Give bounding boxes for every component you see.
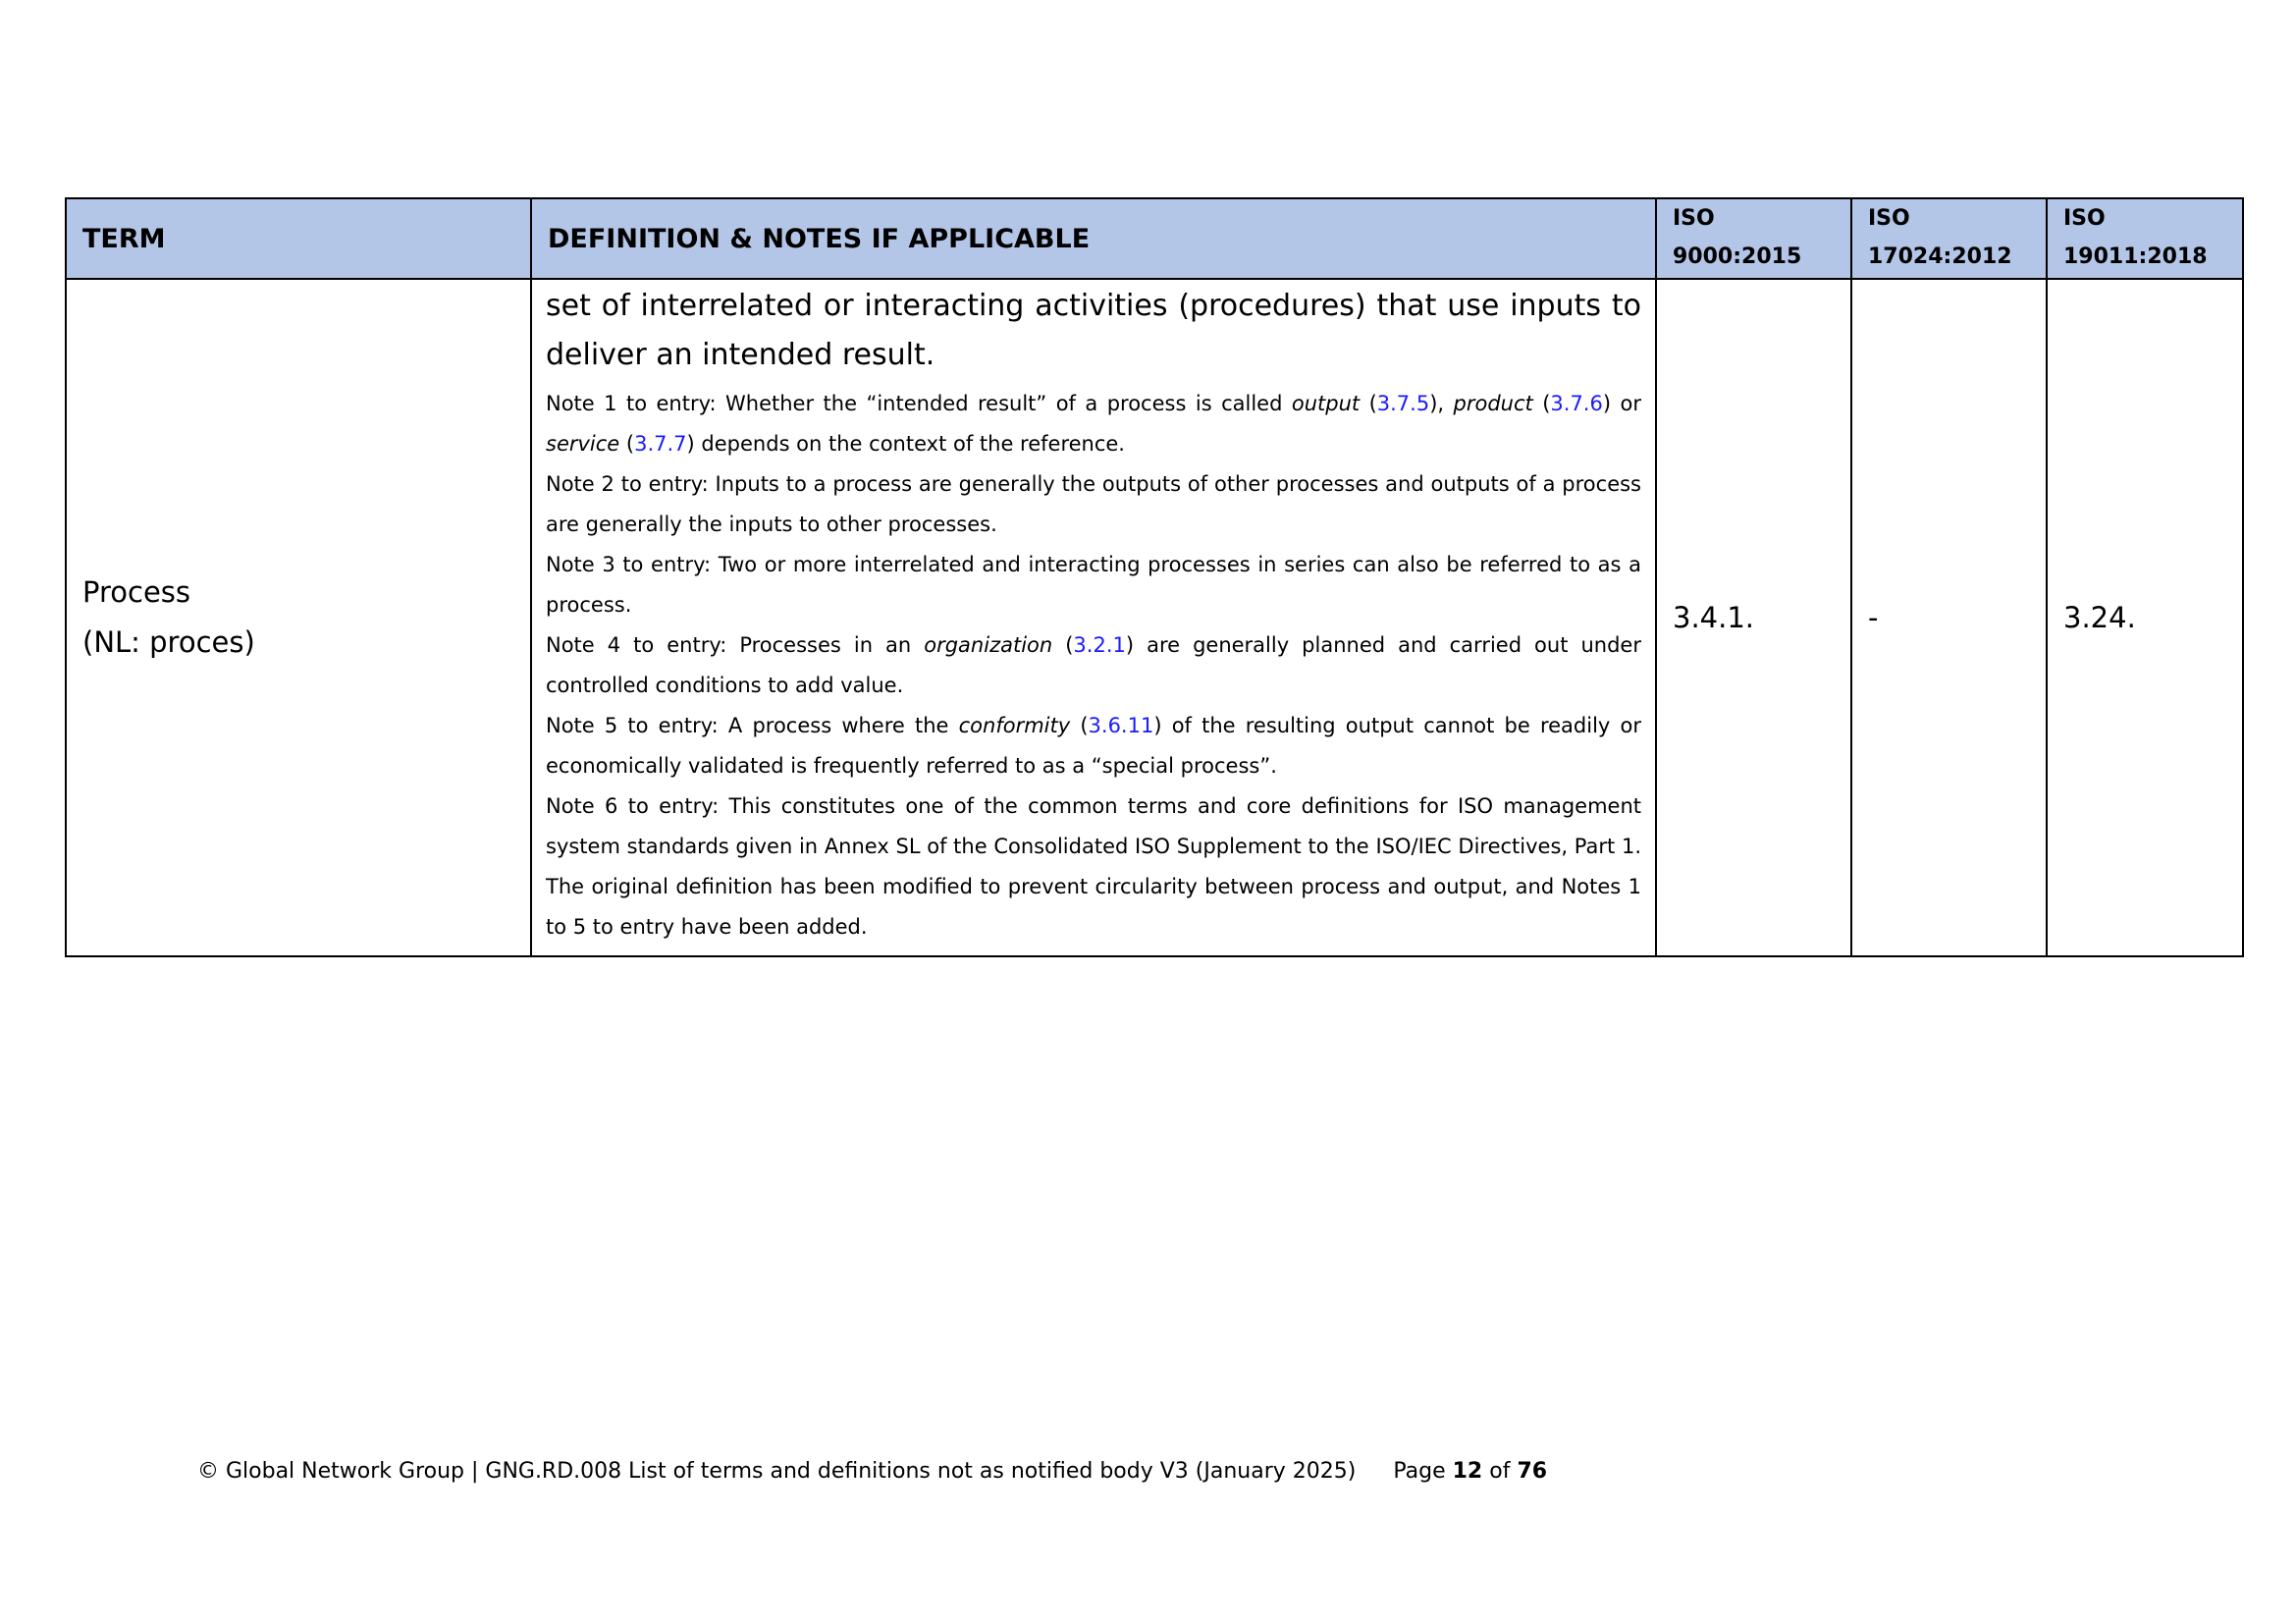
table-header-row — [66, 198, 2243, 279]
iso-9000-ref: 3.4.1. — [1656, 279, 1851, 956]
header-definition: DEFINITION & NOTES IF APPLICABLE — [531, 198, 1656, 279]
page-total: 76 — [1517, 1459, 1548, 1484]
footer-page-label: Page — [1393, 1459, 1446, 1484]
note-5: Note 5 to entry: A process where the conformity (3.6.11) of the resulting output cannot be readily or economically validated is frequently referred to as a “special process”. — [546, 714, 1641, 778]
reference-link[interactable]: 3.6.11 — [1088, 714, 1154, 737]
header-iso-9000: ISO 9000:2015 — [1656, 198, 1851, 279]
note-1: Note 1 to entry: Whether the “intended result” of a process is called output (3.7.5), product (3.7.6) or service (3.7.7) depends on the context of the reference. — [546, 392, 1641, 456]
term-dutch: (NL: proces) — [82, 625, 255, 659]
page-footer — [197, 1459, 1547, 1484]
note-4: Note 4 to entry: Processes in an organization (3.2.1) are generally planned and carried out under controlled conditions to add value. — [546, 633, 1641, 697]
term-name: Process — [82, 575, 191, 609]
reference-link[interactable]: 3.2.1 — [1073, 633, 1126, 657]
page-current: 12 — [1452, 1459, 1483, 1484]
note-3: Note 3 to entry: Two or more interrelated and interacting processes in series can also be referred to as a process. — [546, 553, 1641, 617]
definition-text: set of interrelated or interacting activities (procedures) that use inputs to deliver an intended result. — [546, 289, 1641, 372]
reference-link[interactable]: 3.7.5 — [1376, 392, 1430, 415]
table-row — [66, 279, 2243, 956]
header-term: TERM — [66, 198, 531, 279]
definition-cell — [531, 279, 1656, 956]
note-2: Note 2 to entry: Inputs to a process are generally the outputs of other processes and outputs of a process are generally the inputs to other processes. — [546, 472, 1641, 536]
iso-17024-ref: - — [1851, 279, 2047, 956]
note-6: Note 6 to entry: This constitutes one of the common terms and core definitions for ISO management system standards given in Annex SL of the Consolidated ISO Supplement to the ISO/IEC Directives, Part 1. The original definition has been modified to prevent circularity between process and output, and Notes 1 to 5 to entry have been added. — [546, 794, 1641, 939]
reference-link[interactable]: 3.7.7 — [634, 432, 687, 456]
term-cell — [66, 279, 531, 956]
reference-link[interactable]: 3.7.6 — [1550, 392, 1603, 415]
header-iso-19011: ISO 19011:2018 — [2047, 198, 2243, 279]
iso-19011-ref: 3.24. — [2047, 279, 2243, 956]
terms-table — [65, 197, 2244, 957]
header-iso-17024: ISO 17024:2012 — [1851, 198, 2047, 279]
footer-of-label: of — [1489, 1459, 1511, 1484]
footer-text: © Global Network Group | GNG.RD.008 List of terms and definitions not as notified body V3 (January 2025) — [197, 1459, 1357, 1484]
